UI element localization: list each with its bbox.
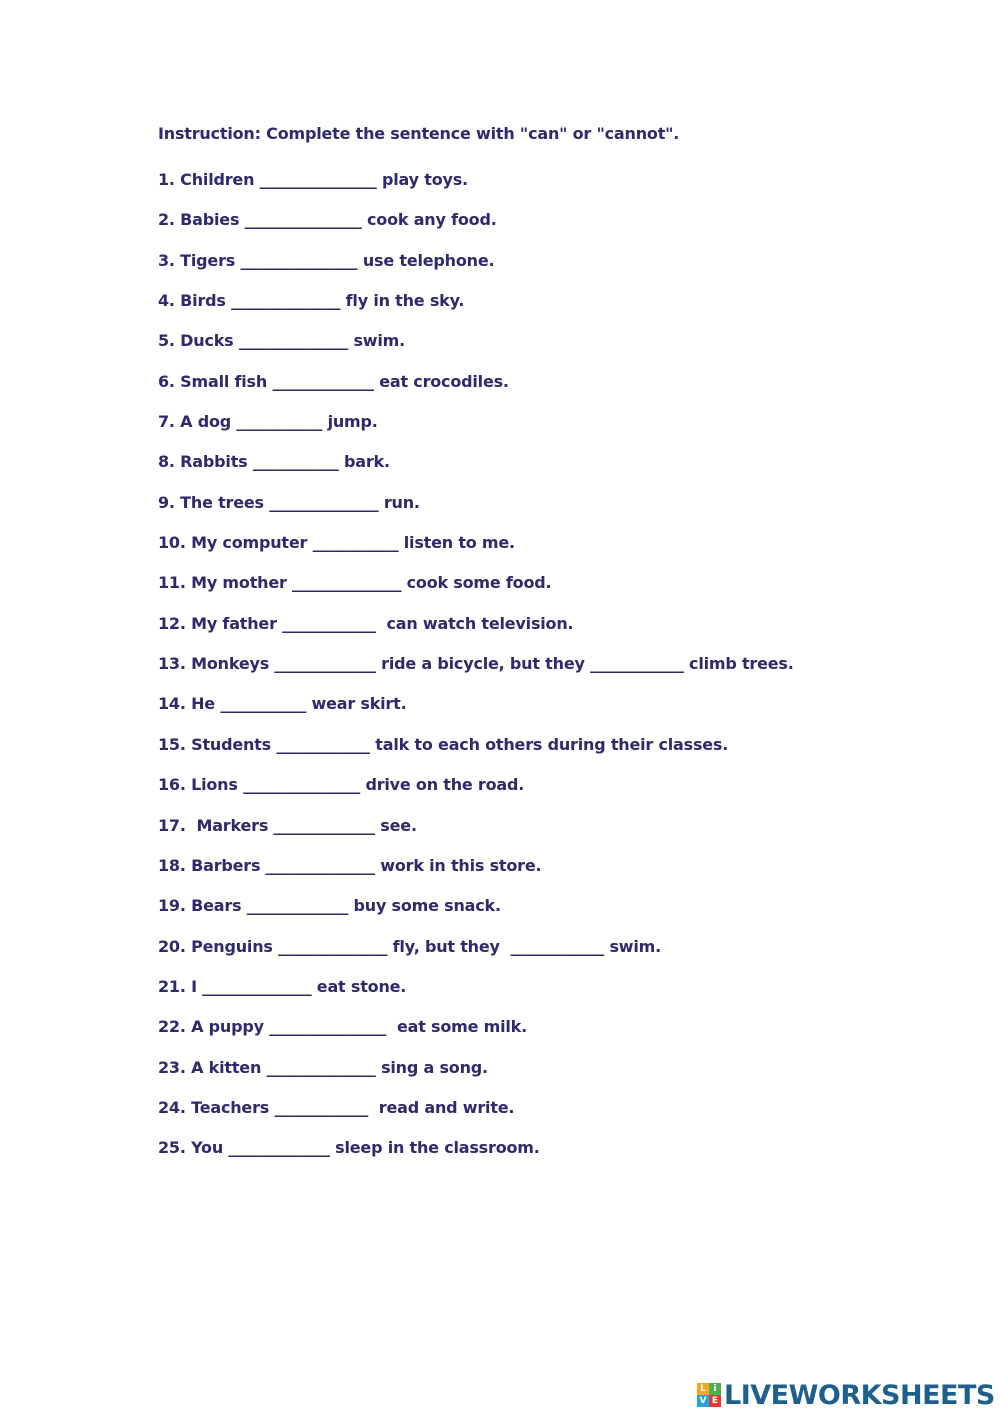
sentence-12: 12. My father ____________ can watch television. — [158, 613, 574, 633]
sentence-22: 22. A puppy _______________ eat some milk. — [158, 1017, 527, 1037]
instruction-text: Instruction: Complete the sentence with "can" or "cannot". — [158, 124, 680, 143]
sentence-21: 21. I ______________ eat stone. — [158, 976, 407, 996]
sentence-8: 8. Rabbits ___________ bark. — [158, 452, 390, 472]
logo-mark-letter-l: L — [697, 1383, 709, 1395]
sentence-19: 19. Bears _____________ buy some snack. — [158, 896, 501, 916]
logo-mark-letter-i: i — [709, 1383, 721, 1395]
sentence-1: 1. Children _______________ play toys. — [158, 170, 468, 189]
sentence-25: 25. You _____________ sleep in the classroom. — [158, 1138, 540, 1158]
liveworksheets-logo-icon — [697, 1383, 721, 1407]
sentence-24: 24. Teachers ____________ read and write. — [158, 1097, 515, 1117]
sentence-4: 4. Birds ______________ fly in the sky. — [158, 291, 465, 311]
sentence-11: 11. My mother ______________ cook some food. — [158, 573, 552, 593]
sentence-18: 18. Barbers ______________ work in this store. — [158, 855, 542, 875]
logo-mark-letter-e: E — [709, 1395, 721, 1407]
liveworksheets-logo-text: LIVEWORKSHEETS — [724, 1379, 995, 1411]
sentence-20: 20. Penguins ______________ fly, but they ____________ swim. — [158, 936, 661, 956]
sentence-2: 2. Babies _______________ cook any food. — [158, 210, 497, 230]
sentence-23: 23. A kitten ______________ sing a song. — [158, 1057, 488, 1077]
sentence-6: 6. Small fish _____________ eat crocodiles. — [158, 371, 509, 391]
sentence-15: 15. Students ____________ talk to each others during their classes. — [158, 734, 729, 754]
sentence-17: 17. Markers _____________ see. — [158, 815, 417, 835]
sentence-9: 9. The trees ______________ run. — [158, 492, 420, 512]
sentence-5: 5. Ducks ______________ swim. — [158, 331, 405, 351]
sentence-10: 10. My computer ___________ listen to me. — [158, 533, 515, 553]
sentence-13: 13. Monkeys _____________ ride a bicycle, but they ____________ climb trees. — [158, 654, 794, 674]
sentence-14: 14. He ___________ wear skirt. — [158, 694, 407, 714]
logo-mark-letter-v: V — [697, 1395, 709, 1407]
sentence-3: 3. Tigers _______________ use telephone. — [158, 250, 495, 270]
sentence-16: 16. Lions _______________ drive on the road. — [158, 775, 525, 795]
sentence-list — [158, 170, 794, 1179]
liveworksheets-logo — [697, 1378, 995, 1412]
sentence-7: 7. A dog ___________ jump. — [158, 412, 378, 432]
